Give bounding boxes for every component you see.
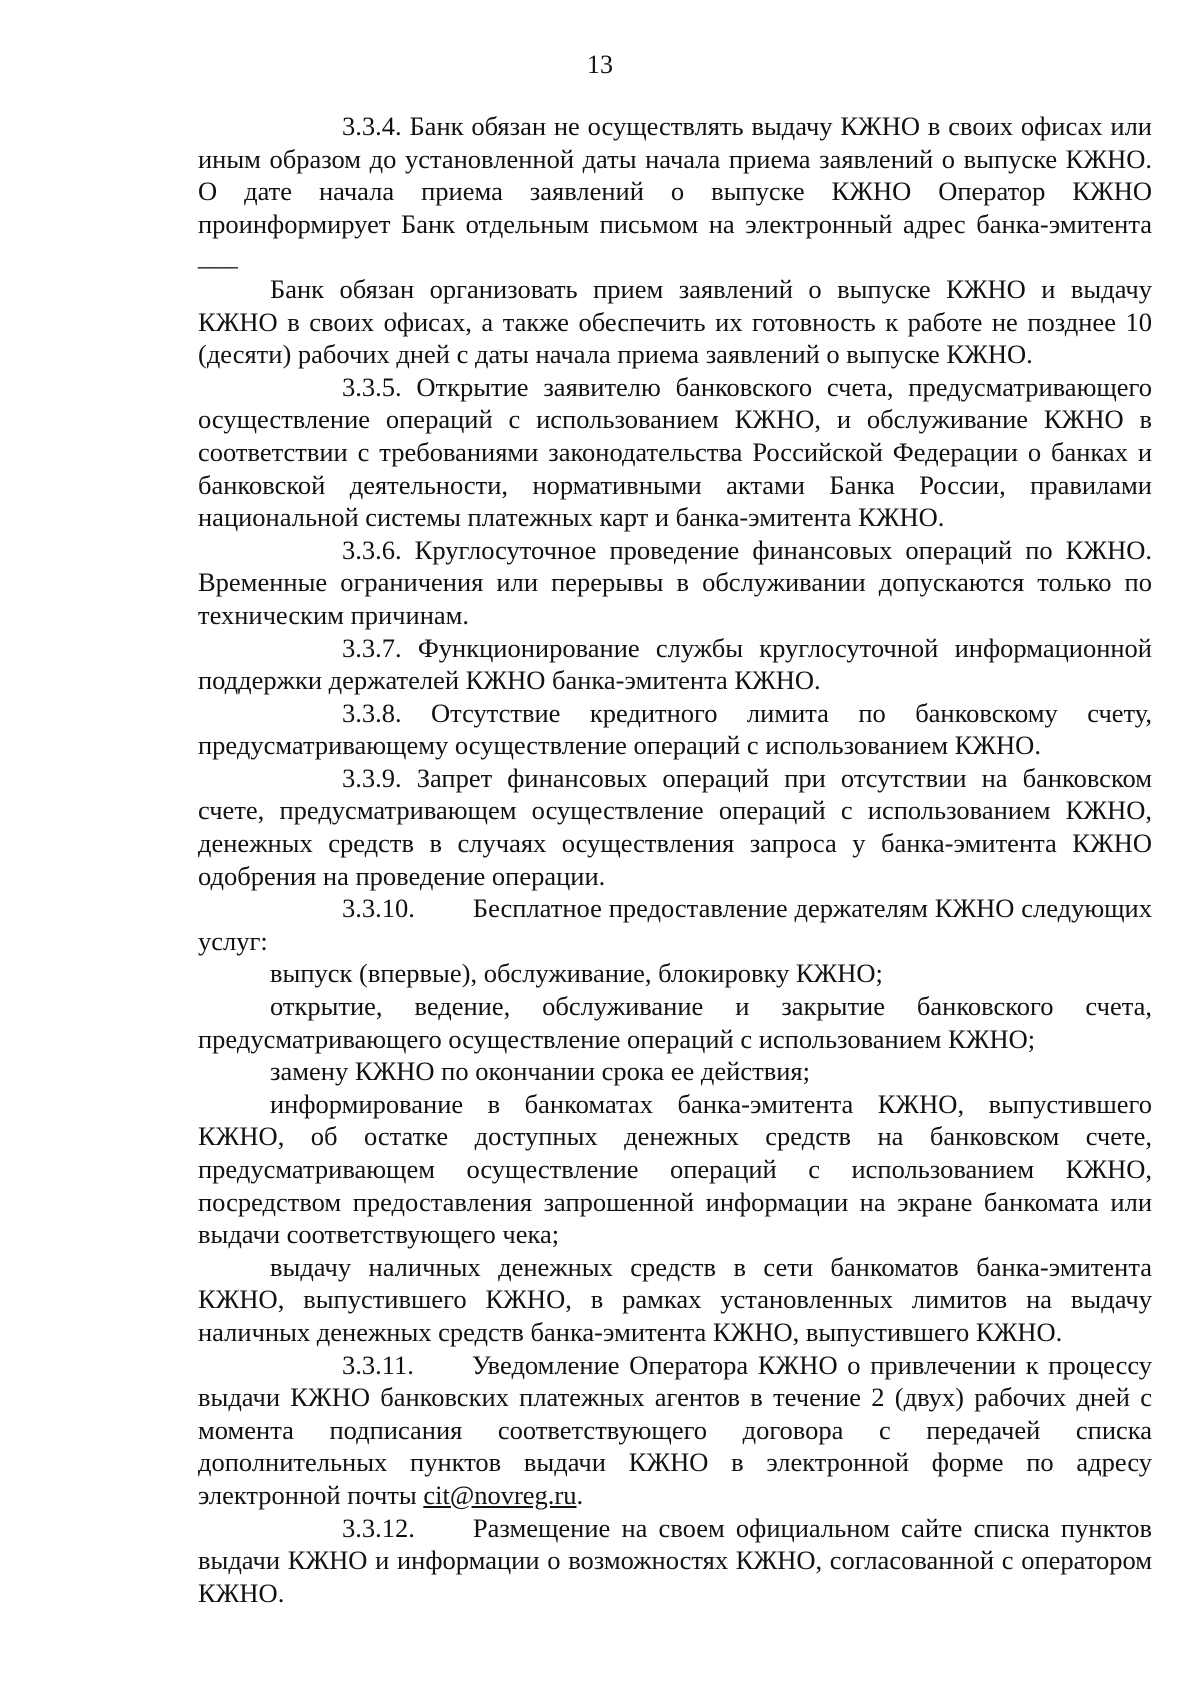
paragraph-text: выпуск (впервые), обслуживание, блокировку КЖНО;: [270, 958, 883, 989]
paragraph: [198, 371, 1152, 534]
paragraph: [198, 273, 1152, 371]
paragraph-text: Функционирование службы круглосуточной информационной поддержки держателей КЖНО банка-эмитента КЖНО.: [198, 632, 1152, 696]
paragraph-text: Размещение на своем официальном сайте списка пунктов выдачи КЖНО и информации о возможностях КЖНО, согласованной с оператором КЖНО.: [198, 1512, 1152, 1608]
paragraph-text: Банк обязан организовать прием заявлений о выпуске КЖНО и выдачу КЖНО в своих офисах, а также обеспечить их готовность к работе не позднее 10 (десяти) рабочих дней с даты начала приема заявлений о выпуске КЖНО.: [198, 273, 1152, 370]
paragraph: [198, 632, 1152, 697]
document-body: [198, 110, 1152, 1609]
paragraph-text: выдачу наличных денежных средств в сети банкоматов банка-эмитента КЖНО, выпустившего КЖНО, в рамках установленных лимитов на выдачу наличных денежных средств банка-эмитента КЖНО, выпустившего КЖНО.: [198, 1251, 1152, 1347]
paragraph: [198, 1349, 1152, 1512]
clause-number: 3.3.12.: [342, 1512, 415, 1543]
paragraph: [198, 1251, 1152, 1349]
paragraph-text: Бесплатное предоставление держателям КЖНО следующих услуг:: [198, 893, 1152, 956]
clause-number: 3.3.5.: [342, 371, 402, 402]
page-number: 13: [587, 50, 613, 79]
clause-number: 3.3.11.: [342, 1349, 414, 1380]
paragraph-text: Уведомление Оператора КЖНО о привлечении к процессу выдачи КЖНО банковских платежных агентов в течение 2 (двух) рабочих дней с момента подписания соответствующего договора с передачей списка дополнительных пунктов выдачи КЖНО в электронной форме по адресу электронной почты: [198, 1349, 1152, 1510]
clause-number: 3.3.4.: [342, 111, 402, 141]
clause-number: 3.3.6.: [342, 534, 402, 565]
paragraph: [198, 697, 1152, 762]
paragraph: [198, 110, 1152, 273]
paragraph: [198, 990, 1152, 1055]
paragraph-text: Запрет финансовых операций при отсутствии на банковском счете, предусматривающем осуществление операций с использованием КЖНО, денежных средств в случаях осуществления запроса у банка-эмитента КЖНО одобрения на проведение операции.: [198, 762, 1152, 891]
clause-number: 3.3.8.: [342, 697, 402, 728]
paragraph-text: открытие, ведение, обслуживание и закрытие банковского счета, предусматривающего осуществление операций с использованием КЖНО;: [198, 991, 1152, 1054]
paragraph-text: информирование в банкоматах банка-эмитента КЖНО, выпустившего КЖНО, об остатке доступных денежных средств на банковском счете, предусматривающем осуществление операций с использованием КЖНО, посредством предоставления запрошенной информации на экране банкомата или выдачи соответствующего чека;: [198, 1088, 1152, 1250]
paragraph: [198, 762, 1152, 892]
paragraph-text: Отсутствие кредитного лимита по банковскому счету, предусматривающему осуществление операций с использованием КЖНО.: [198, 697, 1152, 761]
paragraph: [198, 1512, 1152, 1610]
paragraph-text: замену КЖНО по окончании срока ее действия;: [270, 1056, 810, 1087]
paragraph: [198, 534, 1152, 632]
paragraph-text: Банк обязан не осуществлять выдачу КЖНО в своих офисах или иным образом до установленной даты начала приема заявлений о выпуске КЖНО. О дате начала приема заявлений о выпуске КЖНО Оператор КЖНО проинформирует Банк отдельным письмом на электронный адрес банка-эмитента ___: [198, 111, 1152, 272]
clause-number: 3.3.7.: [342, 632, 402, 663]
paragraph: [198, 1055, 1152, 1088]
paragraph: [198, 957, 1152, 990]
paragraph-tail: .: [576, 1479, 584, 1510]
paragraph-text: Круглосуточное проведение финансовых операций по КЖНО. Временные ограничения или перерывы в обслуживании допускаются только по техническим причинам.: [198, 534, 1152, 630]
clause-number: 3.3.10.: [342, 893, 415, 924]
email-link[interactable]: cit@novreg.ru: [423, 1479, 577, 1510]
clause-number: 3.3.9.: [342, 762, 402, 793]
paragraph: [198, 892, 1152, 957]
paragraph-text: Открытие заявителю банковского счета, предусматривающего осуществление операций с использованием КЖНО, и обслуживание КЖНО в соответствии с требованиями законодательства Российской Федерации о банках и банковской деятельности, нормативными актами Банка России, правилами национальной системы платежных карт и банка-эмитента КЖНО.: [198, 371, 1152, 533]
paragraph: [198, 1088, 1152, 1251]
